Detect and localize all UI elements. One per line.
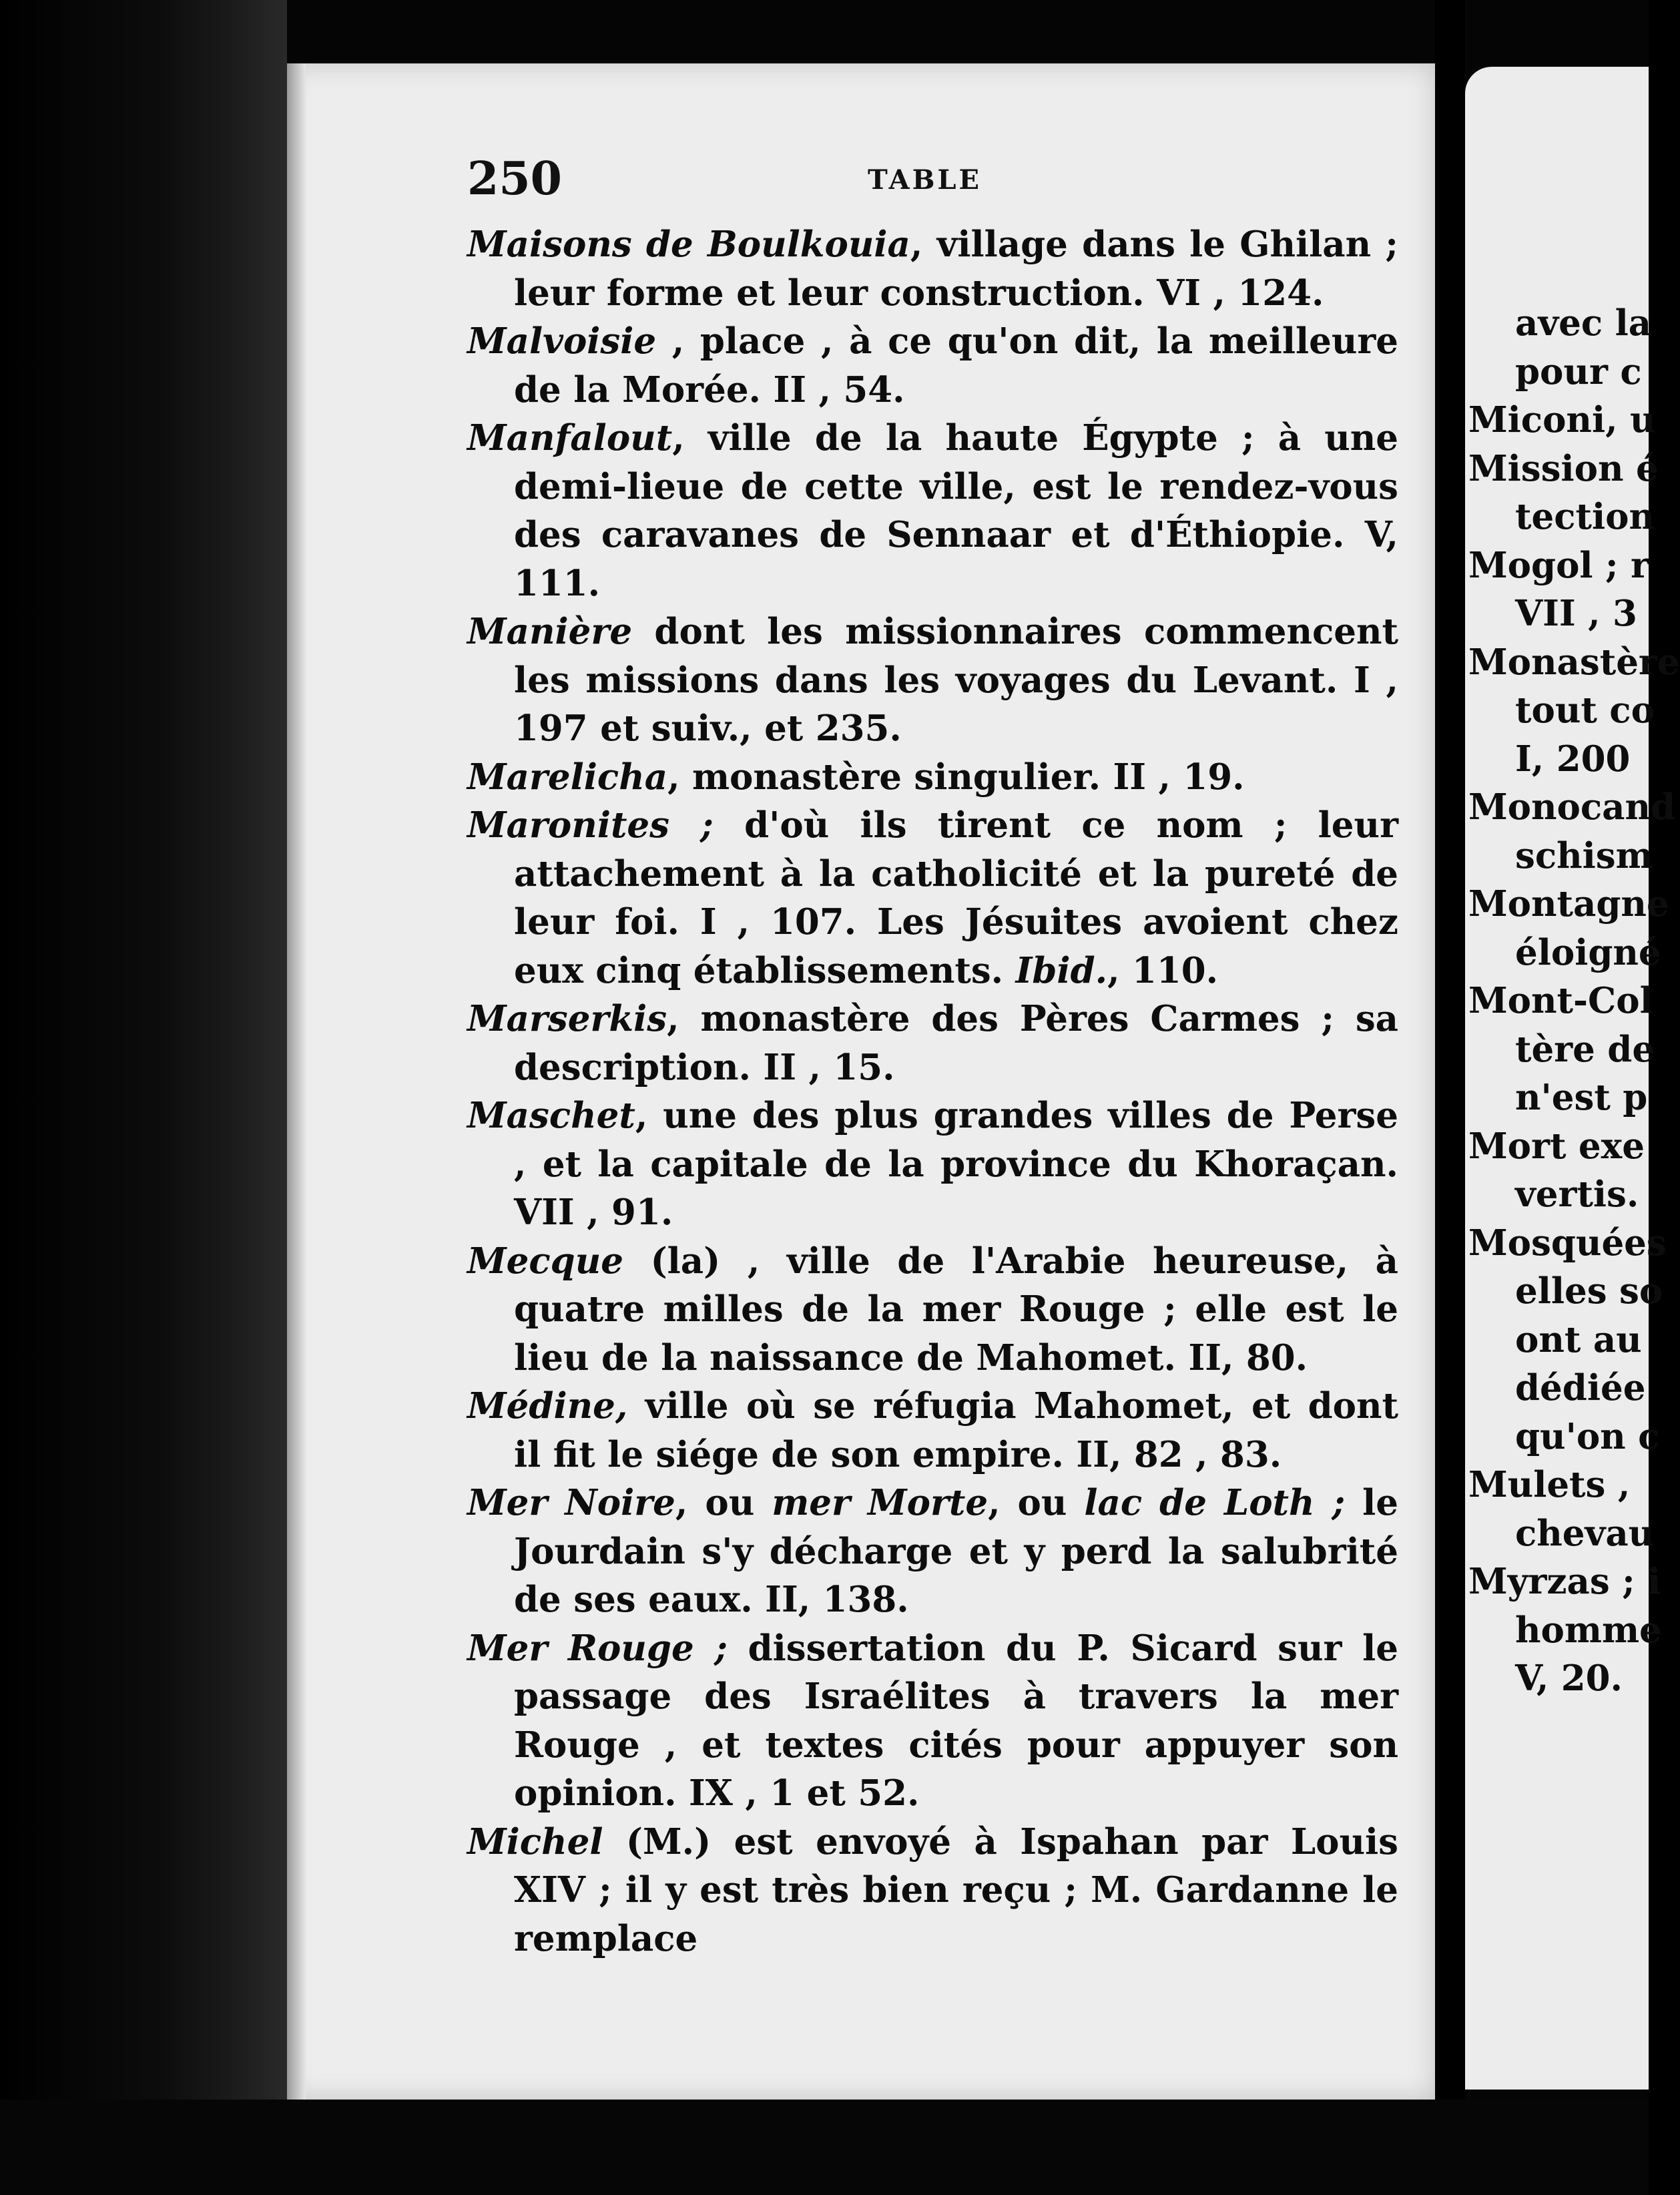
- entry-heading: Michel: [467, 1820, 603, 1863]
- index-entry: [467, 414, 1398, 607]
- index-entry: [467, 995, 1398, 1091]
- fragment-line: I, 200: [1515, 738, 1631, 780]
- entry-heading: Mer Noire: [467, 1482, 675, 1523]
- scan-bottom-margin: [0, 2100, 1649, 2195]
- fragment-line: Mosquées: [1468, 1222, 1667, 1264]
- fragment-line: schism: [1515, 834, 1653, 877]
- fragment-line: ont au: [1515, 1318, 1642, 1361]
- entry-heading: Mer Rouge ;: [467, 1627, 728, 1669]
- fragment-line: vertis.: [1515, 1174, 1639, 1215]
- fragment-line: tère de: [1515, 1028, 1655, 1070]
- fragment-line: Montagne: [1468, 883, 1669, 925]
- index-entry: [467, 753, 1398, 802]
- index-entry: [467, 801, 1398, 995]
- fragment-line: Mont-Col: [1468, 980, 1653, 1021]
- entry-text: dont les missionnaires commencent les missions dans les voyages du Levant. I , 197 et suiv., et 235.: [514, 611, 1398, 749]
- index-entry: [467, 220, 1398, 317]
- entry-text: , monastère singulier. II , 19.: [667, 756, 1245, 798]
- book-gutter: [1435, 0, 1465, 2195]
- entry-heading: Manfalout: [467, 417, 673, 459]
- fragment-line: Monocand: [1468, 786, 1676, 828]
- entry-text: ville où se réfugia Mahomet, et dont il fit le siége de son empire. II, 82 , 83.: [514, 1385, 1398, 1475]
- entry-text: , place , à ce qu'on dit, la meilleure de la Morée. II , 54.: [514, 320, 1398, 411]
- index-entry: [467, 607, 1398, 753]
- entry-heading: Maschet: [467, 1095, 635, 1136]
- entry-text: , village dans le Ghilan ; leur forme et leur construction. VI , 124.: [514, 224, 1398, 314]
- index-entries: [467, 220, 1398, 1963]
- entry-alias-italic: mer Morte: [772, 1482, 989, 1523]
- entry-heading: Malvoisie: [467, 320, 657, 362]
- entry-text: dissertation du P. Sicard sur le passage des Israélites à travers la mer Rouge , et textes cités pour appuyer son opinion. IX , 1 et 52.: [514, 1627, 1398, 1814]
- right-page-text: [1468, 299, 1680, 1703]
- fragment-line: tection: [1515, 496, 1655, 537]
- entry-text: , ville de la haute Égypte ; à une demi-lieue de cette ville, est le rendez-vous des caravanes de Sennaar et d'Éthiopie. V, 111.: [514, 417, 1398, 604]
- fragment-line: dédiée: [1515, 1367, 1646, 1409]
- fragment-line: Mogol ; r: [1468, 544, 1649, 586]
- fragment-line: pour c: [1515, 350, 1642, 393]
- fragment-line: éloigné: [1515, 931, 1661, 973]
- fragment-line: chevau: [1515, 1512, 1655, 1554]
- fragment-line: homme: [1515, 1609, 1662, 1651]
- index-entry: [467, 1237, 1398, 1383]
- entry-heading: Maronites ;: [467, 804, 714, 846]
- entry-heading: Marelicha: [467, 756, 668, 798]
- entry-text: , ou: [988, 1482, 1085, 1523]
- index-entry: [467, 1091, 1398, 1237]
- index-entry: [467, 1382, 1398, 1479]
- entry-heading: Manière: [467, 611, 633, 652]
- entry-text: (la) , ville de l'Arabie heureuse, à quatre milles de la mer Rouge ; elle est le lieu de la naissance de Mahomet. II, 80.: [514, 1240, 1398, 1379]
- entry-text: d'où ils tirent ce nom ; leur attachement à la catholicité et la pureté de leur foi. I , 107. Les Jésuites avoient chez eux cinq établissements.: [514, 804, 1398, 991]
- fragment-line: avec la: [1515, 302, 1652, 344]
- fragment-line: Mulets ,: [1468, 1464, 1631, 1505]
- running-head: [467, 152, 1402, 206]
- entry-heading: Maisons de Boulkouia: [467, 224, 910, 265]
- index-entry: [467, 1818, 1398, 1963]
- fragment-line: Miconi, u: [1468, 399, 1656, 441]
- entry-heading: Mecque: [467, 1240, 623, 1282]
- entry-alias-italic: lac de Loth ;: [1084, 1482, 1346, 1523]
- entry-text: , monastère des Pères Carmes ; sa description. II , 15.: [514, 998, 1398, 1088]
- fragment-line: Myrzas ; i: [1468, 1561, 1661, 1602]
- entry-heading: Marserkis: [467, 998, 667, 1039]
- fragment-line: tout co: [1515, 690, 1655, 731]
- entry-reference: , 110.: [1107, 949, 1219, 991]
- fragment-line: elles so: [1515, 1270, 1663, 1312]
- book-edge-shadow: [0, 0, 287, 2195]
- page-number: 250: [467, 152, 562, 206]
- entry-text: , ou: [675, 1482, 772, 1523]
- fragment-line: qu'on c: [1515, 1415, 1660, 1457]
- fragment-line: Mort exe: [1468, 1125, 1645, 1167]
- index-entry: [467, 317, 1398, 414]
- entry-reference-italic: Ibid.: [1015, 949, 1108, 991]
- index-entry: [467, 1479, 1398, 1624]
- fragment-line: VII , 3: [1515, 593, 1637, 634]
- index-entry: [467, 1624, 1398, 1818]
- fragment-line: V, 20.: [1515, 1658, 1623, 1699]
- entry-text: le Jourdain s'y décharge et y perd la salubrité de ses eaux. II, 138.: [514, 1482, 1398, 1620]
- entry-text: (M.) est envoyé à Ispahan par Louis XIV ; il y est très bien reçu ; M. Gardanne le remplace: [514, 1820, 1398, 1959]
- fragment-line: Monastère: [1468, 641, 1680, 683]
- page-header-title: TABLE: [868, 164, 983, 196]
- fragment-line: Mission é: [1468, 447, 1659, 489]
- entry-heading: Médine,: [467, 1385, 628, 1427]
- fragment-line: n'est p: [1515, 1077, 1648, 1118]
- entry-text: , une des plus grandes villes de Perse , et la capitale de la province du Khoraçan. VII , 91.: [514, 1095, 1398, 1233]
